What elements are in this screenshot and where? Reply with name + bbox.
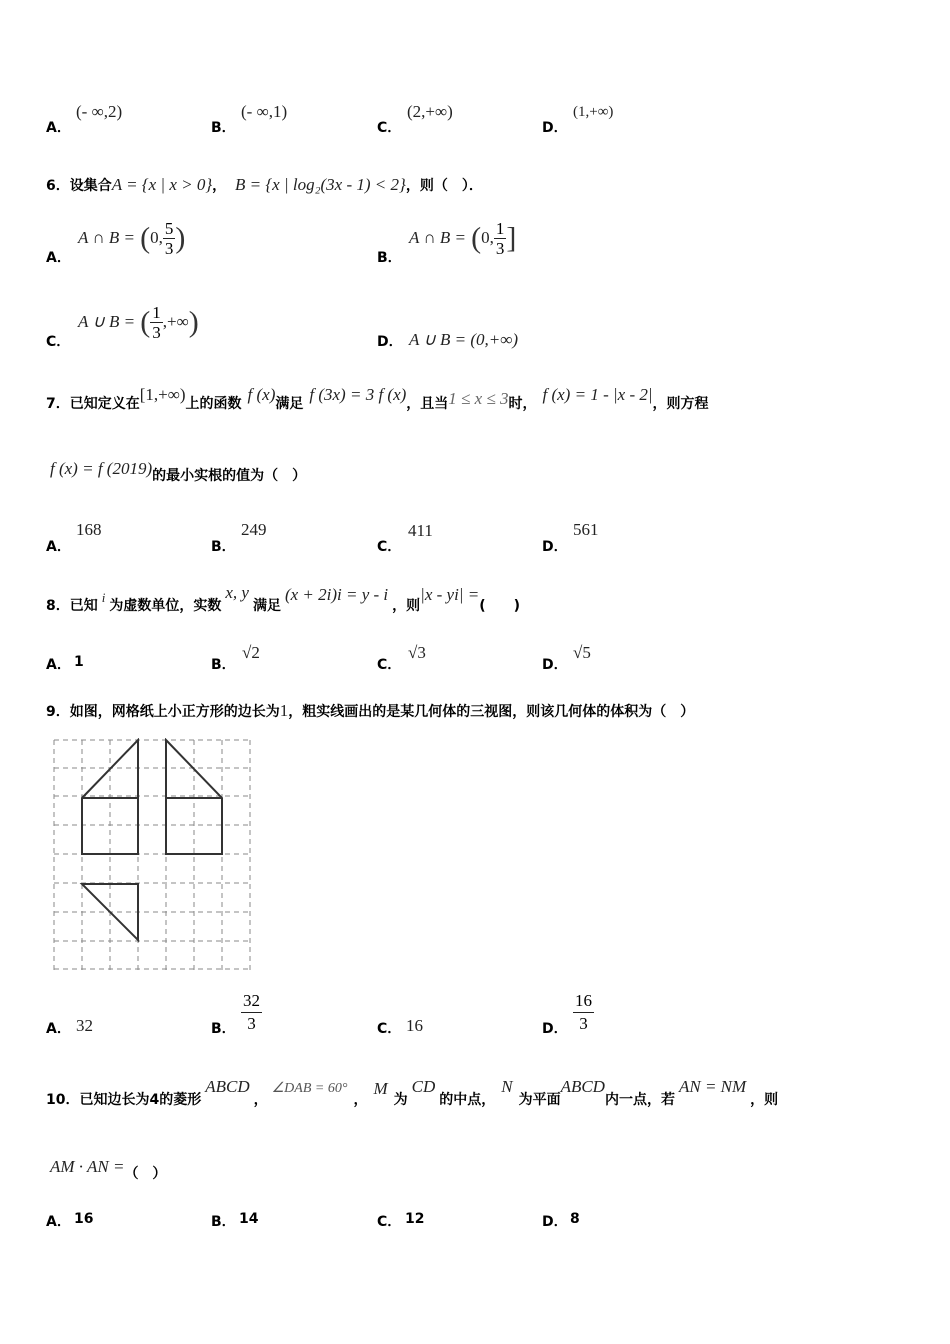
q10-option-d-label: D． [542,1214,568,1230]
q6-set-b: B = {x | log₂(3x - 1) < 2} [235,175,406,194]
q6-option-a-lead: 0, [150,228,163,247]
front-view [82,740,138,854]
q7-stem-line1 [46,385,709,413]
q5-option-b-value: (- ∞,1) [241,102,288,121]
q6-option-a-rparen: ) [175,221,186,255]
q10-option-a-value: 16 [74,1211,94,1227]
q5-option-d-label: D． [542,120,568,136]
q8-abs-expr: |x - yi| = [420,585,480,604]
q6-option-d-value: A ∪ B = (0,+∞) [409,330,519,349]
q6-option-c-expr [78,303,199,342]
q10-comma-2: ， [353,1092,368,1108]
q9-stem [46,701,694,721]
q9-option-b-label: B． [211,1021,236,1037]
q8-text-2: 为虚数单位，实数 [109,598,222,614]
q7-option-c-value: 411 [408,521,433,540]
q7-option-c-label: C． [377,539,402,555]
q7-functional-eq: f (3x) = 3 f (x) [309,385,407,404]
q10-text-2: 的菱形 [159,1092,202,1108]
q7-number: 7． [46,396,70,412]
q9-text-1: 如图，网格纸上小正方形的边长为 [69,704,280,720]
q9-option-d-label: D． [542,1021,568,1037]
q8-text-1: 已知 [69,598,98,614]
q10-text-6: 内一点，若 [604,1092,675,1108]
q7-option-d-value: 561 [573,520,599,539]
q10-option-d-value: 8 [570,1211,580,1227]
q6-option-b-label: B． [377,250,402,266]
q9-option-a-value: 32 [76,1016,93,1035]
solid-outlines [82,740,222,940]
q6-option-c-fraction [150,303,163,342]
q10-abcd-2: ABCD [560,1077,605,1096]
q10-text-5: 为平面 [518,1092,561,1108]
q8-number: 8． [46,598,70,614]
q10-equation: AN = NM [678,1077,747,1096]
q8-i: i [101,590,106,605]
q6-option-a-lparen: ( [140,221,151,255]
q6-option-c-den: 3 [152,323,161,342]
q6-option-a-fraction [163,219,176,258]
q8-option-a-value: 1 [74,654,84,670]
q8-option-d-value: √5 [573,643,591,662]
q10-cd: CD [411,1077,436,1096]
q6-option-b-rbracket: ] [506,221,517,255]
q7-option-a-label: A． [46,539,71,555]
q10-option-b-label: B． [211,1214,236,1230]
q7-definition: f (x) = 1 - |x - 2| [542,385,653,404]
q7-option-d-label: D． [542,539,568,555]
q5-option-d-value: (1,+∞) [573,104,614,120]
q7-fx: f (x) [247,385,276,404]
q10-comma-1: ， [253,1092,268,1108]
q10-m: M [373,1079,388,1098]
q9-option-c-value: 16 [406,1016,423,1035]
q6-option-b-num: 1 [495,219,505,238]
q9-option-a-label: A． [46,1021,71,1037]
q10-option-c-value: 12 [405,1211,425,1227]
q8-option-b-label: B． [211,657,236,673]
q10-abcd: ABCD [205,1077,250,1096]
q7-equation: f (x) = f (2019) [50,459,153,478]
q7-option-b-value: 249 [241,520,267,539]
q6-option-a-num: 5 [164,219,174,238]
q6-comma: ， [212,178,227,194]
q7-option-a-value: 168 [76,520,102,539]
q9-text-2: ，粗实线画出的是某几何体的三视图，则该几何体的体积为（ ） [288,704,695,720]
q6-option-b-expr [409,219,516,258]
q10-stem-line2 [50,1157,167,1183]
q10-angle: ∠DAB = 60° [271,1081,348,1096]
q6-option-c-num: 1 [152,303,161,322]
q9-option-b-den: 3 [247,1014,256,1033]
q5-option-a-label: A． [46,120,71,136]
q6-option-c-label: C． [46,334,71,350]
q10-text-1: 已知边长为 [79,1092,150,1108]
q9-option-b-fraction [241,990,262,1035]
q7-interval: [1,+∞) [139,385,186,404]
q6-stem [46,175,483,195]
q10-text-3: 为 [393,1092,408,1108]
q6-option-a-label: A． [46,250,71,266]
q10-text-8: （ ） [124,1166,167,1182]
q6-number: 6． [46,178,70,194]
q5-option-c-value: (2,+∞) [407,102,453,121]
q10-stem-line1 [46,1077,779,1109]
q6-option-a-prefix: A ∩ B = [78,228,135,247]
q8-option-d-label: D． [542,657,568,673]
q6-option-b-prefix: A ∩ B = [409,228,466,247]
q8-option-c-value: √3 [408,643,426,662]
q9-one: 1 [279,701,289,720]
q8-text-4: ，则 [392,598,421,614]
three-view-figure [52,738,254,972]
q7-stem-line2 [50,459,307,485]
q8-option-c-label: C． [377,657,402,673]
q8-equation: (x + 2i)i = y - i [284,585,389,604]
q8-option-b-value: √2 [242,643,260,662]
q9-option-d-num: 16 [573,990,594,1013]
q6-option-c-prefix: A ∪ B = [78,312,136,331]
q5-option-b-label: B． [211,120,236,136]
q10-option-c-label: C． [377,1214,402,1230]
q7-text-1: 已知定义在 [69,396,140,412]
q6-stem-suffix: ，则（ ）． [405,178,483,194]
q10-n: N [501,1077,513,1096]
q6-stem-prefix: 设集合 [69,178,112,194]
q8-text-5: ( ) [479,598,520,614]
side-view [166,740,222,854]
q10-number: 10． [46,1092,80,1108]
q10-four: 4 [149,1092,160,1108]
q9-option-b-num: 32 [241,990,262,1013]
q9-option-d-den: 3 [579,1014,588,1033]
q10-option-b-value: 14 [239,1211,259,1227]
q10-dot-product: AM · AN = [50,1157,125,1176]
q7-inequality: 1 ≤ x ≤ 3 [448,389,509,408]
q7-option-b-label: B． [211,539,236,555]
q6-option-d-label: D． [377,334,403,350]
q7-text-5: 时， [508,396,537,412]
q9-number: 9． [46,704,70,720]
q6-option-b-fraction [494,219,507,258]
q10-text-7: ，则 [750,1092,779,1108]
q7-text-7: 的最小实根的值为（ ） [152,468,307,484]
q10-text-4: 的中点， [439,1092,496,1108]
q6-option-c-lparen: ( [140,305,151,339]
q9-option-d-fraction [573,990,594,1035]
q6-option-a-den: 3 [164,239,174,258]
q8-xy: x, y [225,583,249,602]
q5-option-a-value: (- ∞,2) [76,102,123,121]
q7-text-6: ，则方程 [652,396,709,412]
q7-text-3: 满足 [275,396,304,412]
q6-option-b-den: 3 [495,239,505,258]
q6-set-a: A = {x | x > 0} [111,175,213,194]
q9-option-c-label: C． [377,1021,402,1037]
q6-option-c-tail: ,+∞ [162,312,189,331]
q7-text-2: 上的函数 [185,396,242,412]
q8-stem [46,583,520,615]
q6-option-c-rparen: ) [188,305,199,339]
q6-option-b-lparen: ( [471,221,482,255]
q8-option-a-label: A． [46,657,71,673]
q6-option-a-expr [78,219,185,258]
q10-option-a-label: A． [46,1214,71,1230]
q5-option-c-label: C． [377,120,402,136]
q8-text-3: 满足 [252,598,281,614]
q7-text-4: ，且当 [406,396,449,412]
q6-option-b-lead: 0, [481,228,494,247]
